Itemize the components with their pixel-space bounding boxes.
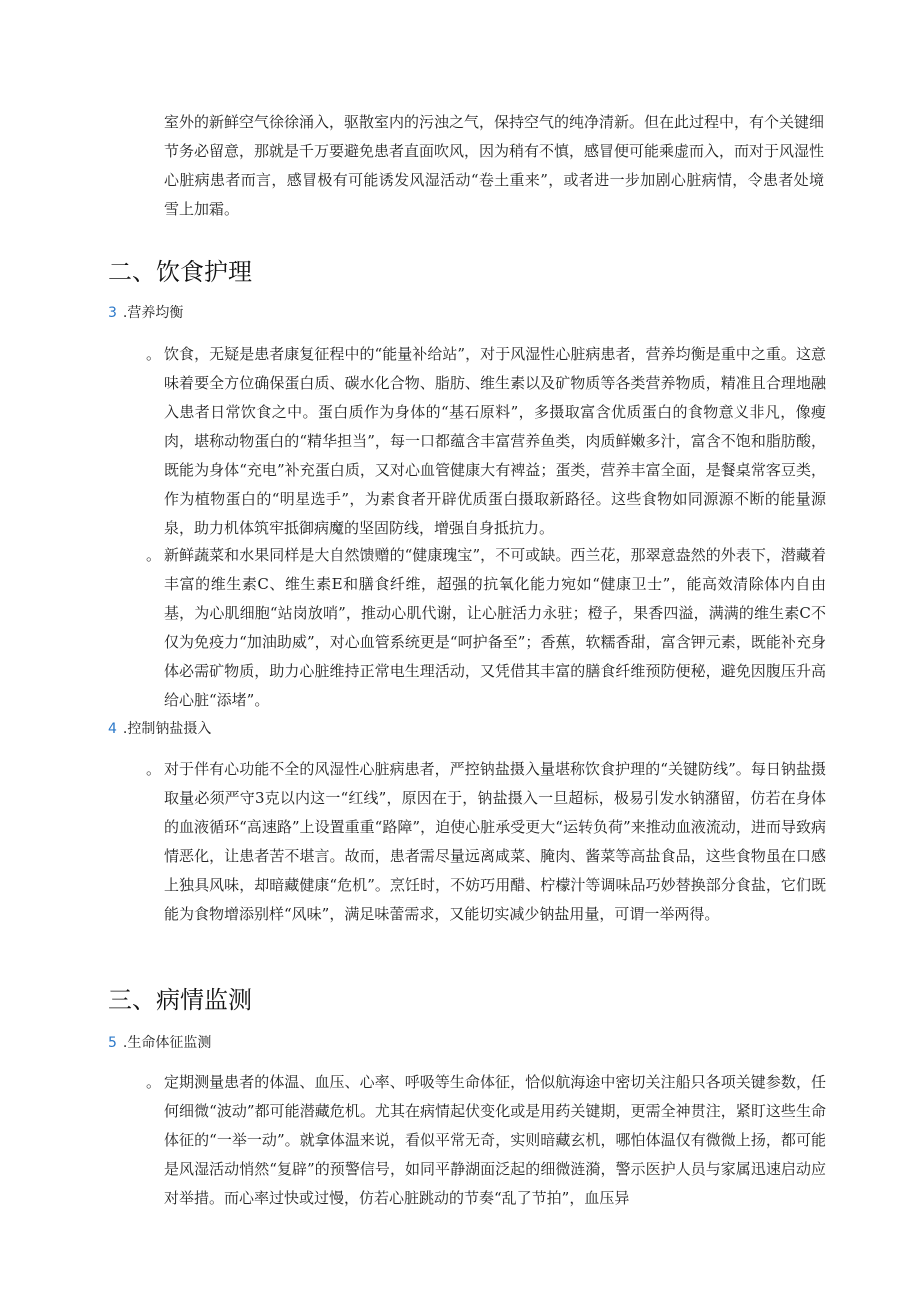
subheading-number: 3 <box>108 305 117 321</box>
subheading-number: 4 <box>108 721 117 737</box>
list-item-text: 对于伴有心功能不全的风湿性心脏病患者，严控钠盐摄入量堪称饮食护理的“关键防线”。每日钠盐摄取量必须严守3克以内这一“红线”，原因在于，钠盐摄入一旦超标，极易引发水钠潴留，仿若在身体的血液循环“高速路”上设置重重“路障”，迫使心脏承受更大“运转负荷”来推动血液流动，进而导致病情恶化，让患者苦不堪言。故而，患者需尽量远离咸菜、腌肉、酱菜等高盐食品，这些食物虽在口感上独具风味，却暗藏健康“危机”。烹饪时，不妨巧用醋、柠檬汁等调味品巧妙替换部分食盐，它们既能为食物增添别样“风味”，满足味蕾需求，又能切实减少钠盐用量，可谓一举两得。 <box>164 760 826 923</box>
subheading-sodium <box>108 719 211 739</box>
bullet-mark: 。 <box>146 1073 162 1091</box>
bullet-mark: 。 <box>146 546 162 564</box>
intro-paragraph: 室外的新鲜空气徐徐涌入，驱散室内的污浊之气，保持空气的纯净清新。但在此过程中，有个关键细节务必留意，那就是千万要避免患者直面吹风，因为稍有不慎，感冒便可能乘虚而入，而对于风湿性心脏病患者而言，感冒极有可能诱发风湿活动“卷土重来”，或者进一步加剧心脏病情，令患者处境雪上加霜。 <box>164 113 825 218</box>
list-item <box>146 755 826 929</box>
section-heading-diet: 二、饮食护理 <box>108 258 252 286</box>
bullet-mark: 。 <box>146 345 162 363</box>
subheading-nutrition <box>108 303 183 323</box>
subheading-label: .生命体征监测 <box>122 1035 212 1051</box>
list-item <box>146 340 826 543</box>
subheading-vital-signs <box>108 1033 211 1053</box>
list-item-text: 饮食，无疑是患者康复征程中的“能量补给站”，对于风湿性心脏病患者，营养均衡是重中之重。这意味着要全方位确保蛋白质、碳水化合物、脂肪、维生素以及矿物质等各类营养物质，精准且合理地融入患者日常饮食之中。蛋白质作为身体的“基石原料”，多摄取富含优质蛋白的食物意义非凡，像瘦肉，堪称动物蛋白的“精华担当”，每一口都蕴含丰富营养鱼类，肉质鲜嫩多汁，富含不饱和脂肪酸，既能为身体“充电”补充蛋白质，又对心血管健康大有裨益；蛋类，营养丰富全面，是餐桌常客豆类，作为植物蛋白的“明星选手”，为素食者开辟优质蛋白摄取新路径。这些食物如同源源不断的能量源泉，助力机体筑牢抵御病魔的坚固防线，增强自身抵抗力。 <box>164 345 826 537</box>
list-item-text: 新鲜蔬菜和水果同样是大自然馈赠的“健康瑰宝”，不可或缺。西兰花，那翠意盎然的外表下，潜藏着丰富的维生素C、维生素E和膳食纤维，超强的抗氧化能力宛如“健康卫士”，能高效清除体内自由基，为心肌细胞“站岗放哨”，推动心肌代谢，让心脏活力永驻；橙子，果香四溢，满满的维生素C不仅为免疫力“加油助威”，对心血管系统更是“呵护备至”；香蕉，软糯香甜，富含钾元素，既能补充身体必需矿物质，助力心脏维持正常电生理活动，又凭借其丰富的膳食纤维预防便秘，避免因腹压升高给心脏“添堵”。 <box>164 546 826 709</box>
list-item-text: 定期测量患者的体温、血压、心率、呼吸等生命体征，恰似航海途中密切关注船只各项关键参数，任何细微“波动”都可能潜藏危机。尤其在病情起伏变化或是用药关键期，更需全神贯注，紧盯这些生命体征的“一举一动”。就拿体温来说，看似平常无奇，实则暗藏玄机，哪怕体温仅有微微上扬，都可能是风湿活动悄然“复辟”的预警信号，如同平静湖面泛起的细微涟漪，警示医护人员与家属迅速启动应对举措。而心率过快或过慢，仿若心脏跳动的节奏“乱了节拍”，血压异 <box>164 1073 826 1207</box>
subheading-label: .营养均衡 <box>122 305 184 321</box>
list-item <box>146 541 826 715</box>
bullet-mark: 。 <box>146 760 162 778</box>
subheading-label: .控制钠盐摄入 <box>122 721 212 737</box>
subheading-number: 5 <box>108 1035 117 1051</box>
list-item <box>146 1068 826 1213</box>
section-heading-monitoring: 三、病情监测 <box>108 986 252 1014</box>
